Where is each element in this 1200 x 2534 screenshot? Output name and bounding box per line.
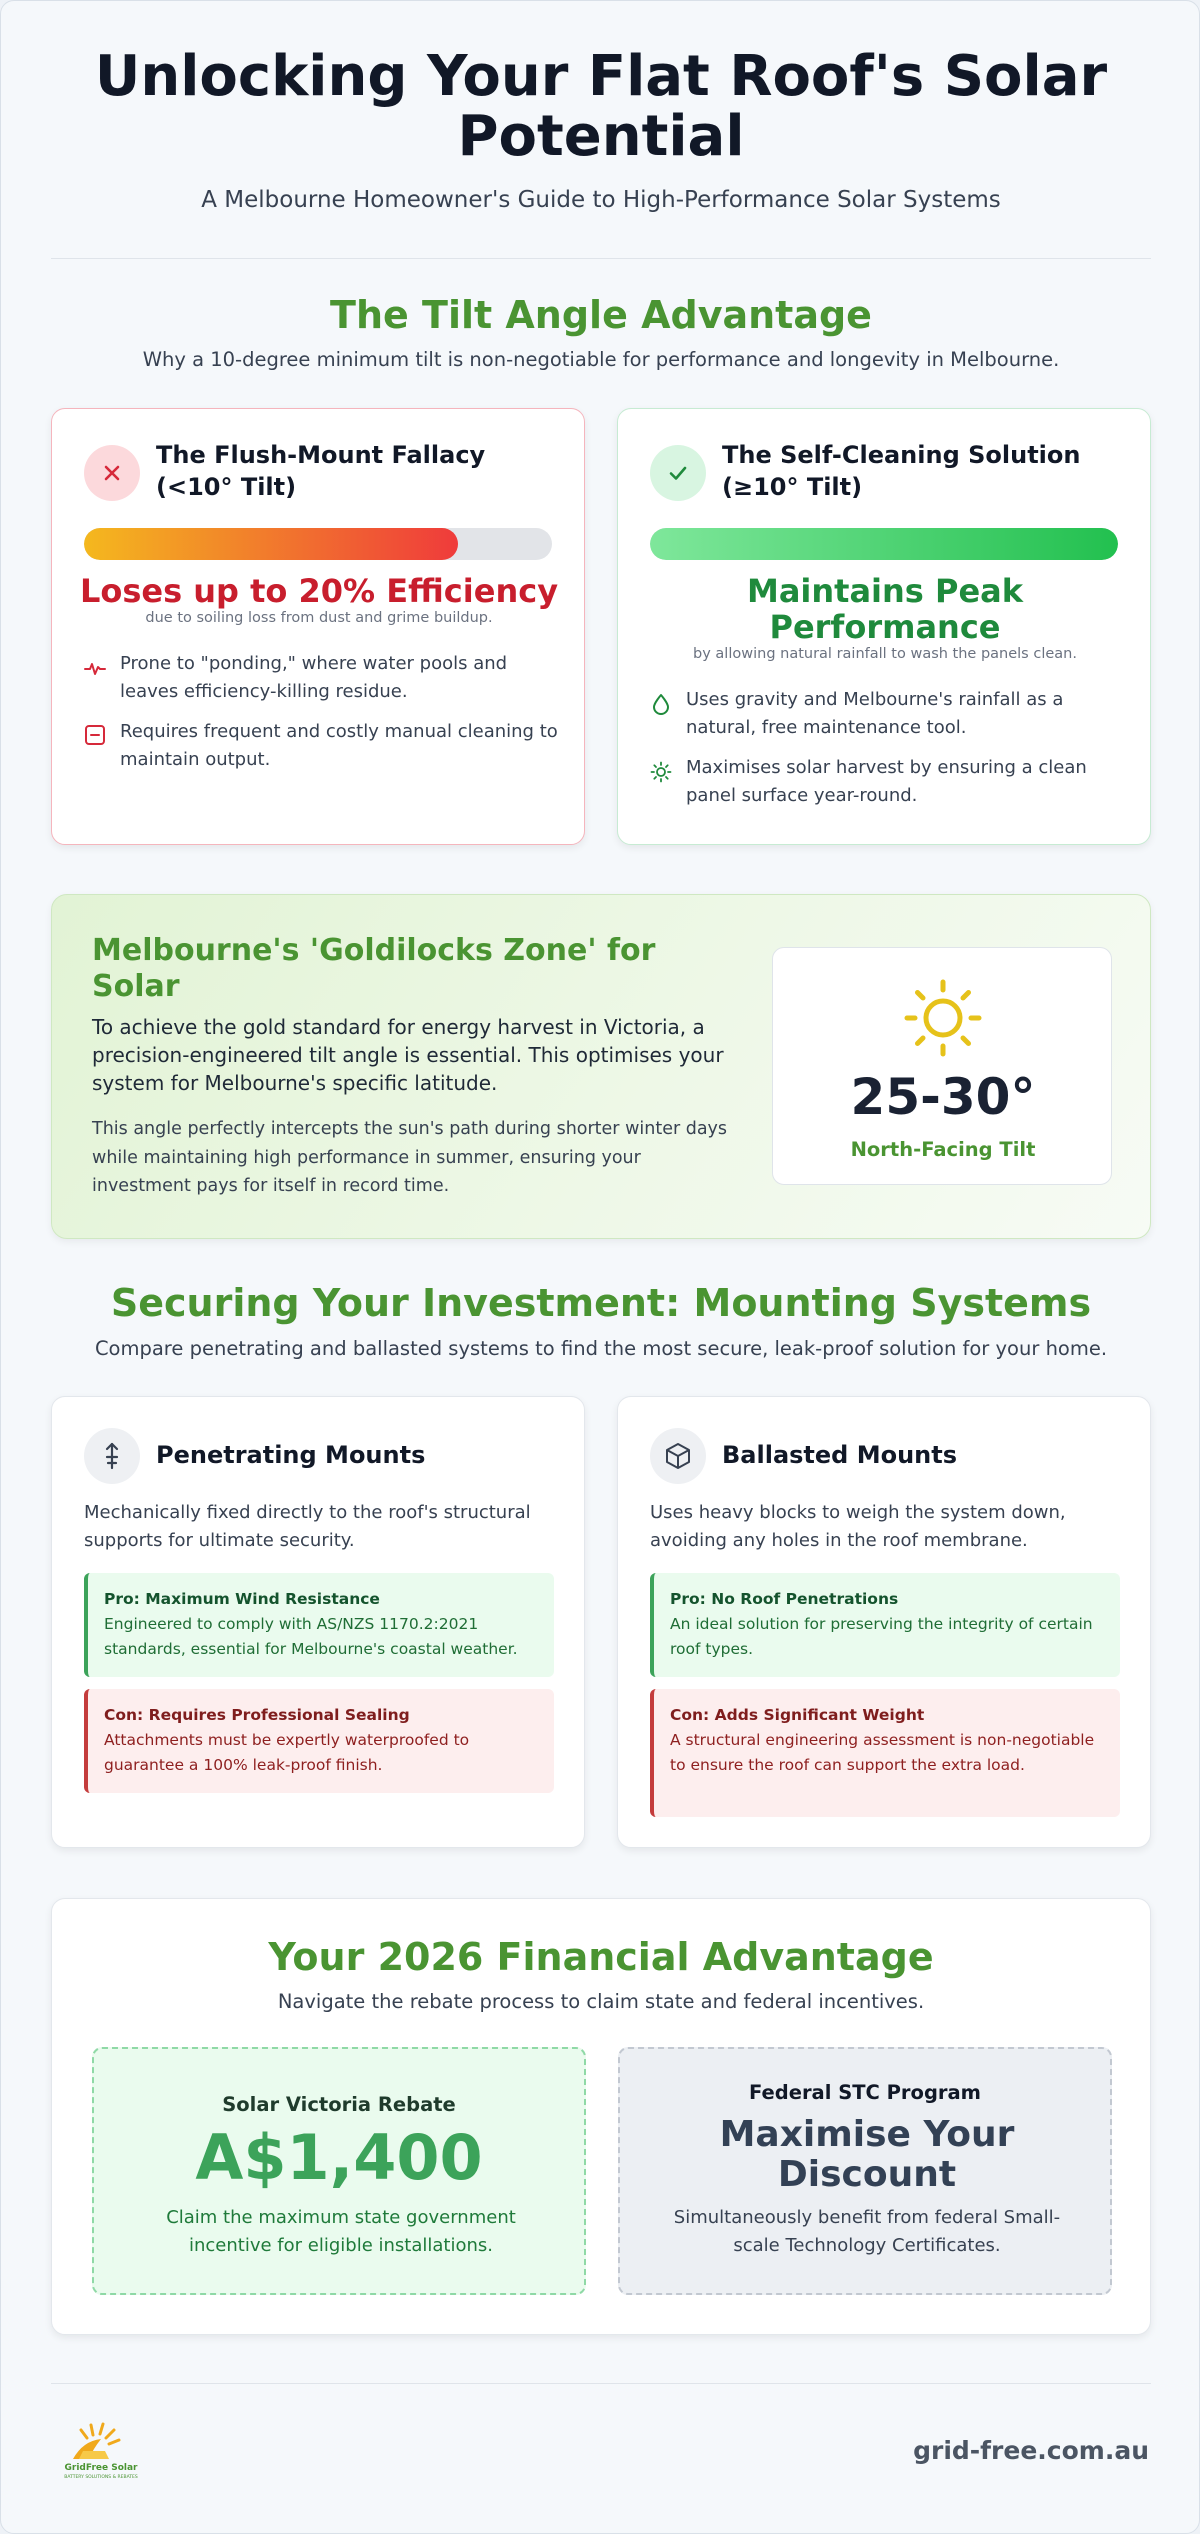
finance-title: Your 2026 Financial Advantage xyxy=(268,1935,934,1979)
check-icon xyxy=(650,445,706,501)
ballasted-pro-title: Pro: No Roof Penetrations xyxy=(670,1590,899,1608)
finance-subtitle: Navigate the rebate process to claim state and federal incentives. xyxy=(277,1990,925,2013)
ballasted-mounts-desc: Uses heavy blocks to weigh the system down, avoiding any holes in the roof membrane. xyxy=(650,1502,1066,1551)
penetrating-pro-title: Pro: Maximum Wind Resistance xyxy=(104,1590,380,1608)
self-cleaning-card xyxy=(617,408,1151,845)
section-subtitle-tilt: Why a 10-degree minimum tilt is non-negotiable for performance and longevity in Melbourne. xyxy=(142,348,1060,371)
penetrating-con-text: Attachments must be expertly waterproofed to guarantee a 100% leak-proof finish. xyxy=(104,1731,470,1774)
website-link[interactable]: grid-free.com.au xyxy=(913,2436,1149,2465)
self-clean-feature-2: Maximises solar harvest by ensuring a clean panel surface year-round. xyxy=(686,757,1087,806)
performance-stat: Maintains Peak Performance xyxy=(746,572,1024,646)
penetrating-mounts-card xyxy=(51,1396,585,1848)
efficiency-loss-note: due to soiling loss from dust and grime buildup. xyxy=(145,610,493,626)
penetrating-mounts-desc: Mechanically fixed directly to the roof's structural supports for ultimate security. xyxy=(84,1502,531,1551)
performance-bar xyxy=(650,528,1118,560)
pulse-icon xyxy=(84,657,106,679)
tilt-angle-box xyxy=(772,947,1112,1185)
anchor-bolt-icon xyxy=(84,1428,140,1484)
penetrating-pro-box xyxy=(84,1573,554,1677)
financial-card xyxy=(51,1898,1151,2335)
rebate-desc: Claim the maximum state government incentive for eligible installations. xyxy=(166,2207,516,2256)
section-title-mounts: Securing Your Investment: Mounting Systems xyxy=(110,1281,1092,1325)
ballasted-con-title: Con: Adds Significant Weight xyxy=(670,1706,925,1724)
stc-box xyxy=(618,2047,1112,2295)
efficiency-loss-stat: Loses up to 20% Efficiency xyxy=(79,572,559,610)
penetrating-mounts-title: Penetrating Mounts xyxy=(156,1441,426,1469)
flush-card-title: The Flush-Mount Fallacy xyxy=(156,441,486,469)
logo-name: GridFree Solar xyxy=(64,2463,138,2473)
flush-feature-1: Prone to "ponding," where water pools and leaves efficiency-killing residue. xyxy=(120,653,508,702)
goldilocks-title: Melbourne's 'Goldilocks Zone' for Solar xyxy=(92,933,656,1004)
cross-icon xyxy=(84,445,140,501)
goldilocks-paragraph-1: To achieve the gold standard for energy harvest in Victoria, a precision-engineered tilt angle is essential. This optimises your system for Melbourne's specific latitude. xyxy=(92,1015,724,1095)
gridfree-logo xyxy=(53,2421,149,2483)
sun-icon xyxy=(903,978,983,1058)
ballasted-mounts-title: Ballasted Mounts xyxy=(722,1441,958,1469)
flush-feature-2: Requires frequent and costly manual cleaning to maintain output. xyxy=(120,721,558,770)
footer-divider xyxy=(51,2383,1151,2384)
performance-note: by allowing natural rainfall to wash the panels clean. xyxy=(693,646,1077,662)
ballasted-pro-box xyxy=(650,1573,1120,1677)
self-clean-card-title: The Self-Cleaning Solution xyxy=(722,441,1081,469)
stc-desc: Simultaneously benefit from federal Small-scale Technology Certificates. xyxy=(673,2207,1061,2256)
section-title-tilt: The Tilt Angle Advantage xyxy=(330,293,872,337)
logo-tagline: BATTERY SOLUTIONS & REBATES xyxy=(64,2475,138,2480)
ballasted-con-box xyxy=(650,1689,1120,1817)
sun-small-icon xyxy=(650,761,672,783)
performance-bar-fill xyxy=(650,528,1118,560)
rebate-label: Solar Victoria Rebate xyxy=(222,2093,456,2116)
self-clean-card-subtitle: (≥10° Tilt) xyxy=(722,473,863,501)
section-subtitle-mounts: Compare penetrating and ballasted systems to find the most secure, leak-proof solution for your home. xyxy=(94,1337,1108,1360)
ballasted-con-text: A structural engineering assessment is non-negotiable to ensure the roof can support the extra load. xyxy=(670,1731,1095,1774)
stc-label: Federal STC Program xyxy=(749,2081,981,2104)
penetrating-con-box xyxy=(84,1689,554,1793)
flush-mount-card xyxy=(51,408,585,845)
ballasted-pro-text: An ideal solution for preserving the integrity of certain roof types. xyxy=(670,1615,1093,1658)
self-clean-feature-1: Uses gravity and Melbourne's rainfall as a natural, free maintenance tool. xyxy=(686,689,1064,738)
goldilocks-panel xyxy=(51,894,1151,1239)
efficiency-loss-bar xyxy=(84,528,552,560)
stc-headline: Maximise Your Discount xyxy=(719,2114,1015,2195)
divider xyxy=(51,258,1151,259)
rebate-box xyxy=(92,2047,586,2295)
penetrating-con-title: Con: Requires Professional Sealing xyxy=(104,1706,410,1724)
ballasted-mounts-card xyxy=(617,1396,1151,1848)
page-subtitle: A Melbourne Homeowner's Guide to High-Performance Solar Systems xyxy=(201,187,1001,213)
tilt-angle-caption: North-Facing Tilt xyxy=(850,1138,1036,1161)
logo-sun-icon xyxy=(53,2421,149,2463)
box-icon xyxy=(650,1428,706,1484)
goldilocks-paragraph-2: This angle perfectly intercepts the sun's path during shorter winter days while maintaining high performance in summer, ensuring your investment pays for itself in record time. xyxy=(92,1119,728,1196)
penetrating-pro-text: Engineered to comply with AS/NZS 1170.2:2021 standards, essential for Melbourne's coastal weather. xyxy=(104,1615,518,1658)
page-title: Unlocking Your Flat Roof's Solar Potential xyxy=(94,44,1108,169)
efficiency-loss-bar-fill xyxy=(84,528,458,560)
minus-square-icon xyxy=(84,724,106,746)
tilt-angle-value: 25-30° xyxy=(850,1068,1036,1126)
flush-card-subtitle: (<10° Tilt) xyxy=(156,473,297,501)
droplet-icon xyxy=(650,693,672,715)
rebate-amount: A$1,400 xyxy=(195,2121,483,2194)
